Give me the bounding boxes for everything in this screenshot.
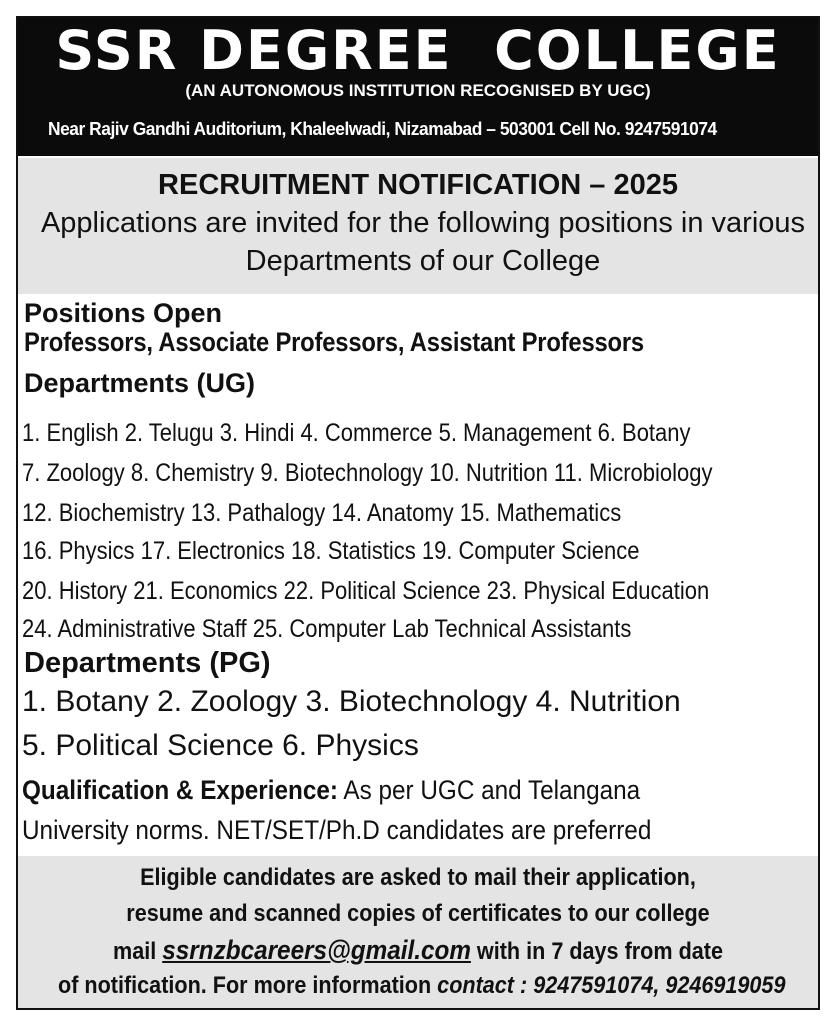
positions-list: Professors, Associate Professors, Assistant Professors [24, 327, 644, 357]
application-section [18, 856, 818, 1008]
mail-suffix: with in 7 days from date [470, 938, 723, 965]
ug-departments-line: 24. Administrative Staff 25. Computer Lab Technical Assistants [22, 615, 632, 643]
application-line-1: Eligible candidates are asked to mail their application, [140, 864, 696, 891]
college-name: SSR DEGREE COLLEGE [55, 19, 781, 82]
email-link[interactable]: ssrnzbcareers@gmail.com [162, 935, 471, 965]
application-line-4 [58, 968, 786, 1004]
ug-departments-line: 7. Zoology 8. Chemistry 9. Biotechnology 10. Nutrition 11. Microbiology [22, 459, 713, 487]
ug-departments-line: 12. Biochemistry 13. Pathalogy 14. Anatomy 15. Mathematics [22, 499, 622, 527]
positions-heading: Positions Open [24, 298, 223, 328]
ug-departments-line: 16. Physics 17. Electronics 18. Statistics 19. Computer Science [22, 537, 640, 565]
qualification-line-2: University norms. NET/SET/Ph.D candidates are preferred [22, 815, 652, 845]
qualification-text-1: As per UGC and Telangana [337, 775, 641, 805]
notice-title: RECRUITMENT NOTIFICATION – 2025 [158, 169, 678, 201]
application-line-2: resume and scanned copies of certificates to our college [126, 900, 710, 927]
notice-section [18, 158, 818, 294]
qualification-line-1 [22, 770, 742, 810]
ug-departments-heading: Departments (UG) [24, 368, 256, 398]
college-subtitle: (AN AUTONOMOUS INSTITUTION RECOGNISED BY UGC) [185, 81, 651, 100]
notification-frame [16, 16, 820, 1010]
notice-text [38, 204, 808, 280]
info-prefix: of notification. For more information [58, 972, 438, 999]
pg-departments-line: 5. Political Science 6. Physics [22, 729, 419, 762]
qualification-label: Qualification & Experience: [22, 775, 338, 805]
college-address: Near Rajiv Gandhi Auditorium, Khaleelwadi, Nizamabad – 503001 Cell No. 9247591074 [48, 118, 717, 139]
mail-prefix: mail [113, 938, 163, 965]
ug-departments-line: 20. History 21. Economics 22. Political Science 23. Physical Education [22, 577, 710, 605]
contact-label: contact : [437, 972, 528, 999]
notice-line-1: Applications are invited for the following positions in various [40, 207, 806, 239]
notice-line-2: Departments of our College [245, 245, 601, 277]
contact-phones: 9247591074, 9246919059 [527, 972, 786, 999]
pg-departments-line: 1. Botany 2. Zoology 3. Biotechnology 4. Nutrition [22, 685, 681, 718]
pg-departments-heading: Departments (PG) [24, 647, 271, 679]
application-line-3 [58, 932, 778, 970]
ug-departments-line: 1. English 2. Telugu 3. Hindi 4. Commerce 5. Management 6. Botany [22, 419, 691, 447]
college-header [18, 18, 818, 156]
